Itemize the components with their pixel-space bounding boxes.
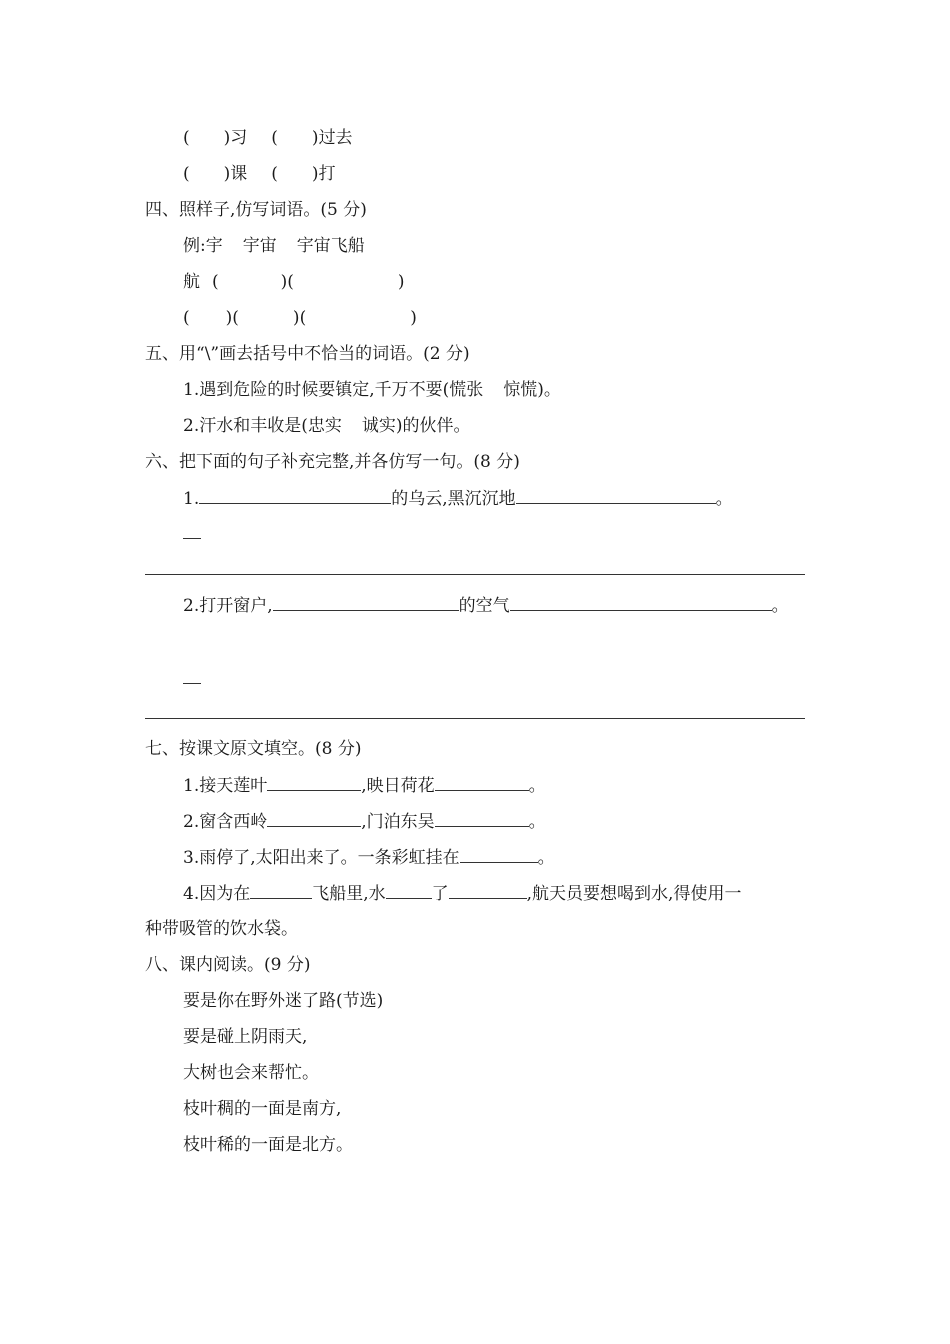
answer-blank[interactable] <box>435 810 529 827</box>
answer-blank[interactable] <box>449 882 527 899</box>
fill-row-2: ( )课 ( )打 <box>183 164 336 184</box>
answer-line[interactable] <box>145 574 805 575</box>
passage-line: 要是碰上阴雨天, <box>183 1027 308 1047</box>
answer-blank[interactable] <box>267 774 361 791</box>
answer-blank[interactable] <box>386 882 432 899</box>
answer-blank[interactable] <box>460 846 538 863</box>
answer-dash <box>183 683 201 684</box>
option-word[interactable]: 诚实 <box>361 416 396 436</box>
question-6-2: 2.打开窗户, 的空气 。 <box>183 596 789 616</box>
answer-blank[interactable] <box>516 487 716 504</box>
passage-title: 要是你在野外迷了路(节选) <box>183 991 384 1011</box>
option-word[interactable]: 慌张 <box>449 380 484 400</box>
passage-line: 枝叶稠的一面是南方, <box>183 1099 342 1119</box>
answer-paren[interactable]: ( ) <box>271 164 319 184</box>
example-row: 例:宇 宇宙 宇宙飞船 <box>183 236 365 256</box>
answer-blank[interactable] <box>510 594 772 611</box>
answer-paren[interactable]: ( ) <box>183 164 231 184</box>
answer-paren[interactable]: ( ) <box>183 308 233 328</box>
option-word[interactable]: 忠实 <box>307 416 342 436</box>
imitate-row-2 <box>183 307 417 329</box>
question-7-2: 2.窗含西岭 ,门泊东吴 。 <box>183 812 546 832</box>
section-8-heading: 八、课内阅读。(9 分) <box>145 955 311 975</box>
section-6-heading: 六、把下面的句子补充完整,并各仿写一句。(8 分) <box>145 452 520 472</box>
question-6-1: 1. 的乌云,黑沉沉地 。 <box>183 489 733 509</box>
question-7-4-continued: 种带吸管的饮水袋。 <box>145 919 298 939</box>
question-7-1: 1.接天莲叶 ,映日荷花 。 <box>183 776 546 796</box>
answer-blank[interactable] <box>267 810 361 827</box>
answer-paren[interactable]: ( ) <box>271 128 319 148</box>
answer-paren[interactable]: ( ) <box>287 272 405 292</box>
answer-paren[interactable]: ( ) <box>183 128 231 148</box>
question-5-2: 2.汗水和丰收是(忠实 诚实)的伙伴。 <box>183 416 471 436</box>
answer-blank[interactable] <box>273 594 459 611</box>
answer-blank[interactable] <box>435 774 529 791</box>
question-5-1: 1.遇到危险的时候要镇定,千万不要(慌张 惊慌)。 <box>183 380 561 400</box>
section-5-heading: 五、用“\”画去括号中不恰当的词语。(2 分) <box>145 344 470 364</box>
section-4-heading: 四、照样子,仿写词语。(5 分) <box>145 200 367 220</box>
passage-line: 枝叶稀的一面是北方。 <box>183 1135 353 1155</box>
imitate-row-1: 航 ( )( ) <box>183 272 405 292</box>
option-word[interactable]: 惊慌 <box>503 380 538 400</box>
answer-paren[interactable]: ( ) <box>212 272 288 292</box>
question-7-4: 4.因为在 飞船里,水 了 ,航天员要想喝到水,得使用一 <box>183 884 742 904</box>
question-7-3: 3.雨停了,太阳出来了。一条彩虹挂在 。 <box>183 848 555 868</box>
passage-line: 大树也会来帮忙。 <box>183 1063 319 1083</box>
answer-dash <box>183 538 201 539</box>
section-7-heading: 七、按课文原文填空。(8 分) <box>145 739 362 759</box>
answer-paren[interactable]: ( ) <box>232 308 300 328</box>
answer-line[interactable] <box>145 718 805 719</box>
answer-blank[interactable] <box>199 487 391 504</box>
fill-row-1: ( )习 ( )过去 <box>183 128 353 148</box>
answer-blank[interactable] <box>250 882 312 899</box>
answer-paren[interactable]: ( ) <box>299 308 417 328</box>
